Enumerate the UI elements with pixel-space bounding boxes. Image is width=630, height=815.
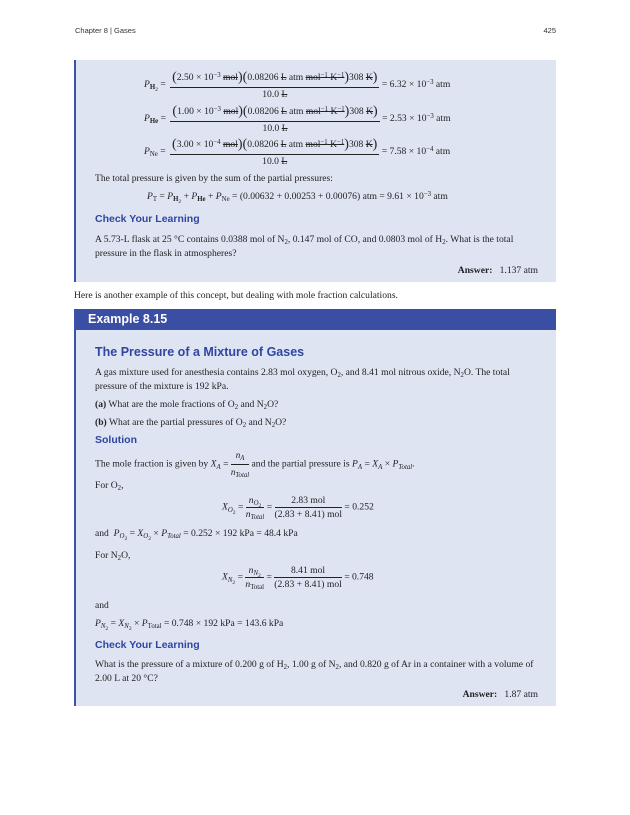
answer-2: Answer: 1.87 atm	[462, 689, 538, 700]
equation-p-h2: $P_{H2}$ = $\frac{(2.50 \times 10^{-3} mol)(0.08206 L atm mol^{-1} K^{-1})308 K)}{10.0 L}$ = $6.32 \times 10^{-3}$ atm	[144, 70, 451, 100]
and-text: and	[95, 600, 109, 611]
equation-p-ne: $P_{Ne}$ = $\frac{(3.00 \times 10^{-4} mol)(0.08206 L atm mol^{-1} K^{-1})308 K)}{10.0 L}$ = $7.58 \times 10^{-4}$ atm	[144, 137, 451, 167]
solution-heading: Solution	[95, 434, 137, 446]
example-problem-text: A gas mixture used for anesthesia contains 2.83 mol oxygen, $O_2$, and 8.41 mol nitrous oxide, $N_2O$. The total pressure of the mixture is 192 kPa.	[95, 367, 510, 392]
example-continuation-panel	[74, 60, 556, 282]
equation-total-pressure: $P_T = P_{H2} + P_{He} + P_{Ne} = (0.00632 + 0.00253 + 0.00076)$ atm = $9.61 \times 10^{-3}$ atm	[147, 191, 448, 205]
page-number: 425	[543, 26, 556, 35]
check-your-learning-question-2: What is the pressure of a mixture of 0.200 g of $H_2$, 1.00 g of $N_2$, and 0.820 g of Ar in a container with a volume of 2.00 L at 20 °C?	[95, 659, 534, 684]
example-8-15-panel	[74, 309, 556, 706]
check-your-learning-heading-2: Check Your Learning	[95, 639, 200, 651]
equation-x-n2: $X_{N2}$ = $\frac{n_{N2}}{n_{Total}}$ = $\frac{\text{8.41 mol}}{\text{(2.83 + 8.41) mol}}$ = 0.748	[222, 565, 374, 591]
check-your-learning-question-1: A 5.73-L flask at 25 °C contains 0.0388 mol of $N_2$, 0.147 mol of CO, and 0.0803 mol of $H_2$. What is the total pressure in the flask in atmospheres?	[95, 234, 514, 259]
running-header-chapter: Chapter 8 | Gases	[75, 26, 136, 35]
equation-p-o2: and $P_{O2} = X_{O2} \times P_{Total} = 0.252 \times 192$ kPa = 48.4 kPa	[95, 528, 298, 542]
total-pressure-text: The total pressure is given by the sum of the partial pressures:	[95, 173, 333, 184]
intro-paragraph: Here is another example of this concept, but dealing with mole fraction calculations.	[74, 290, 398, 301]
mole-fraction-definition: The mole fraction is given by $X_A$ = $\frac{n_A}{n_{Total}}$ and the partial pressure is $P_A = X_A \times P_{Total}$.	[95, 450, 415, 479]
for-o2-text: For $O_2$,	[95, 480, 124, 492]
check-your-learning-heading-1: Check Your Learning	[95, 213, 200, 225]
answer-1: Answer: 1.137 atm	[457, 265, 538, 276]
example-banner	[76, 309, 556, 330]
example-label: Example 8.15	[88, 312, 168, 326]
equation-p-n2: $P_{N2} = X_{N2} \times P_{Total} = 0.748 \times 192$ kPa = 143.6 kPa	[95, 618, 284, 632]
equation-p-he: $P_{He}$ = $\frac{(1.00 \times 10^{-3} mol)(0.08206 L atm mol^{-1} K^{-1})308 K)}{10.0 L}$ = $2.53 \times 10^{-3}$ atm	[144, 104, 451, 134]
example-title: The Pressure of a Mixture of Gases	[95, 345, 305, 359]
question-b: (b) What are the partial pressures of $O_2$ and $N_2O$?	[95, 417, 287, 429]
question-a: (a) What are the mole fractions of $O_2$ and $N_2O$?	[95, 399, 279, 411]
equation-x-o2: $X_{O2}$ = $\frac{n_{O2}}{n_{Total}}$ = $\frac{\text{2.83 mol}}{\text{(2.83 + 8.41) mol}}$ = 0.252	[222, 495, 374, 521]
for-n2o-text: For $N_2O$,	[95, 550, 131, 562]
